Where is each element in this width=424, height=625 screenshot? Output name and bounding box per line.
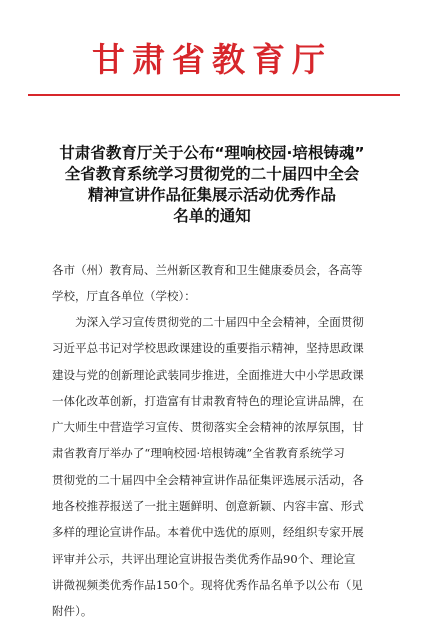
body-line: 讲微视频类优秀作品150个。现将优秀作品名单予以公布（见 xyxy=(52,577,363,592)
body-line: 广大师生中营造学习宣传、贯彻落实全会精神的浓厚氛围，甘 xyxy=(52,420,364,435)
title-line: 精神宣讲作品征集展示活动优秀作品 xyxy=(87,186,336,204)
body-paragraph xyxy=(52,309,392,625)
title-line: 全省教育系统学习贯彻党的二十届四中全会 xyxy=(64,165,360,183)
body-line: 一体化改革创新，打造富有甘肃教育特色的理论宣讲品牌，在 xyxy=(52,393,364,408)
body-line: 为深入学习宣传贯彻党的二十届四中全会精神，全面贯彻 xyxy=(52,315,364,329)
body-line: 评审并公示，共评出理论宣讲报告类优秀作品90个、理论宣 xyxy=(52,551,356,566)
addressee-block xyxy=(52,257,392,309)
addressee-line: 学校，厅直各单位（学校）： xyxy=(52,289,196,303)
title-line: 名单的通知 xyxy=(173,207,251,225)
letterhead-red-rule xyxy=(28,94,400,96)
body-line: 肃省教育厅举办了“理响校园·培根铸魂”全省教育系统学习 xyxy=(52,446,345,461)
body-line: 多样的理论宣讲作品。本着优中选优的原则，经组织专家开展 xyxy=(52,525,364,540)
title-line: 甘肃省教育厅关于公布“理响校园·培根铸魂” xyxy=(59,144,365,162)
body-line: 贯彻党的二十届四中全会精神宣讲作品征集评选展示活动，各 xyxy=(52,472,364,487)
body-line: 习近平总书记对学校思政课建设的重要指示精神，坚持思政课 xyxy=(52,341,364,356)
letterhead-org-name: 甘肃省教育厅 xyxy=(92,40,332,79)
body-line: 附件）。 xyxy=(52,604,93,619)
body-line: 建设与党的创新理论武装同步推进，全面推进大中小学思政课 xyxy=(52,367,364,382)
document-title xyxy=(30,143,394,227)
addressee-line: 各市（州）教育局、兰州新区教育和卫生健康委员会，各高等 xyxy=(52,263,363,277)
body-line: 地各校推荐报送了一批主题鲜明、创意新颖、内容丰富、形式 xyxy=(52,499,364,514)
